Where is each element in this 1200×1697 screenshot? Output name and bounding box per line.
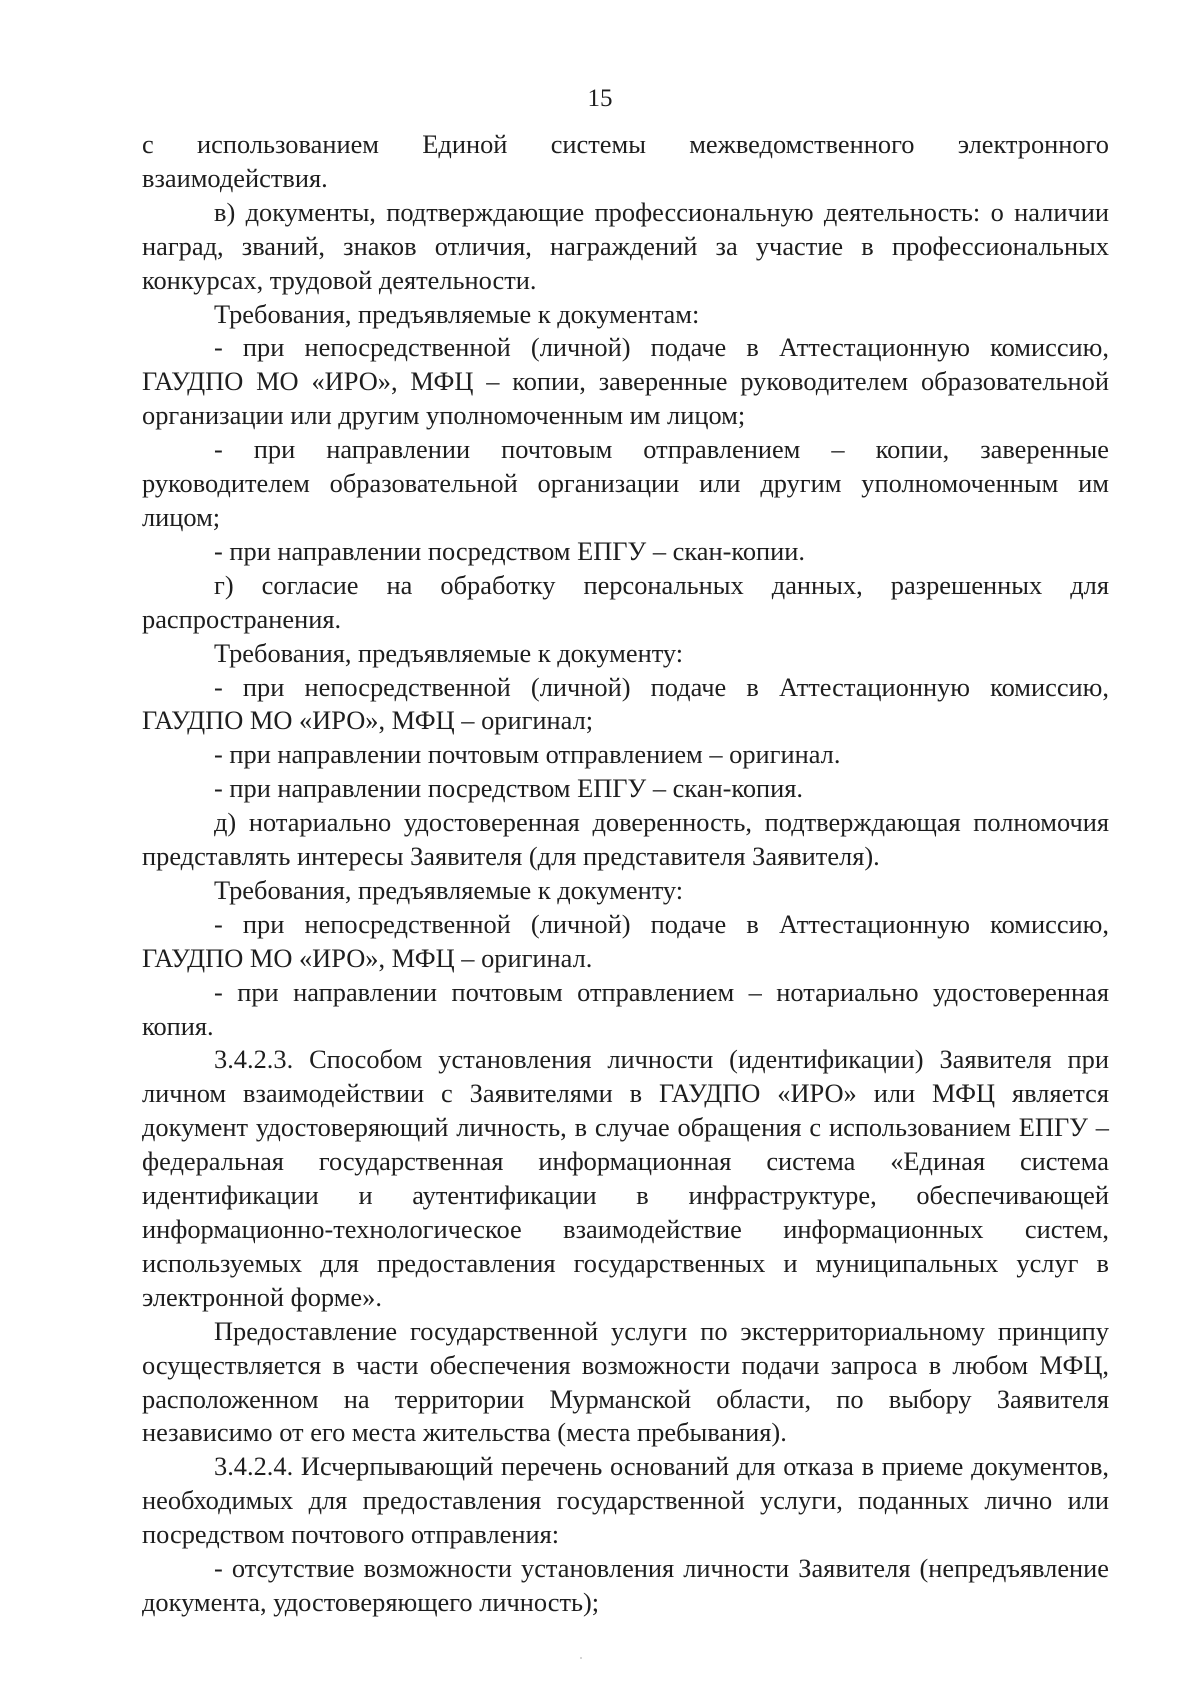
paragraph-requirement-epgu: - при направлении посредством ЕПГУ – скан-копия. xyxy=(214,773,804,804)
paragraph-requirement-personal: - при непосредственной (личной) подаче в Аттестационную комиссию, ГАУДПО МО «ИРО», МФЦ – копии, заверенные руководителем образовательной организации или другим уполномоченным им лицом; xyxy=(142,332,1109,431)
paragraph-section-3-4-2-3: 3.4.2.3. Способом установления личности (идентификации) Заявителя при личном взаимодействии с Заявителями в ГАУДПО «ИРО» или МФЦ является документ удостоверяющий личность, в случае обращения с использованием ЕПГУ – федеральная государственная информационная система «Единая система идентификации и аутентификации в инфраструктуре, обеспечивающей информационно-технологическое взаимодействие информационных систем, используемых для предоставления государственных и муниципальных услуг в электронной форме». xyxy=(142,1044,1109,1312)
paragraph-continuation: с использованием Единой системы межведомственного электронного взаимодействия. xyxy=(142,129,1109,193)
scan-speck xyxy=(580,1657,582,1659)
paragraph-requirements-heading: Требования, предъявляемые к документу: xyxy=(214,874,684,905)
paragraph-requirement-personal: - при непосредственной (личной) подаче в Аттестационную комиссию, ГАУДПО МО «ИРО», МФЦ – оригинал; xyxy=(142,671,1109,736)
paragraph-section-3-4-2-4: 3.4.2.4. Исчерпывающий перечень оснований для отказа в приеме документов, необходимых для предоставления государственной услуги, поданных лично или посредством почтового отправления: xyxy=(142,1451,1109,1550)
page-number: 15 xyxy=(587,85,613,112)
paragraph-item-d: д) нотариально удостоверенная доверенность, подтверждающая полномочия представлять интересы Заявителя (для представителя Заявителя). xyxy=(142,807,1109,872)
paragraph-extraterritorial: Предоставление государственной услуги по экстерриториальному принципу осуществляется в части обеспечения возможности подачи запроса в любом МФЦ, расположенном на территории Мурманской области, по выбору Заявителя независимо от его места жительства (места пребывания). xyxy=(142,1315,1109,1448)
paragraph-requirement-postal: - при направлении почтовым отправлением – копии, заверенные руководителем образовательной организации или другим уполномоченным им лицом; xyxy=(142,434,1109,532)
paragraph-requirements-heading: Требования, предъявляемые к документам: xyxy=(214,298,700,329)
document-body xyxy=(142,128,1109,1620)
paragraph-requirement-epgu: - при направлении посредством ЕПГУ – скан-копии. xyxy=(214,535,806,566)
paragraph-requirements-heading: Требования, предъявляемые к документу: xyxy=(214,637,684,668)
paragraph-requirement-postal: - при направлении почтовым отправлением – нотариально удостоверенная копия. xyxy=(142,976,1109,1041)
paragraph-requirement-postal: - при направлении почтовым отправлением – оригинал. xyxy=(214,739,841,770)
paragraph-refusal-ground: - отсутствие возможности установления личности Заявителя (непредъявление документа, удостоверяющего личность); xyxy=(142,1553,1109,1617)
paragraph-requirement-personal: - при непосредственной (личной) подаче в Аттестационную комиссию, ГАУДПО МО «ИРО», МФЦ – оригинал. xyxy=(142,908,1109,973)
paragraph-item-g: г) согласие на обработку персональных данных, разрешенных для распространения. xyxy=(142,569,1109,634)
paragraph-item-v: в) документы, подтверждающие профессиональную деятельность: о наличии наград, званий, знаков отличия, награждений за участие в профессиональных конкурсах, трудовой деятельности. xyxy=(142,196,1109,295)
